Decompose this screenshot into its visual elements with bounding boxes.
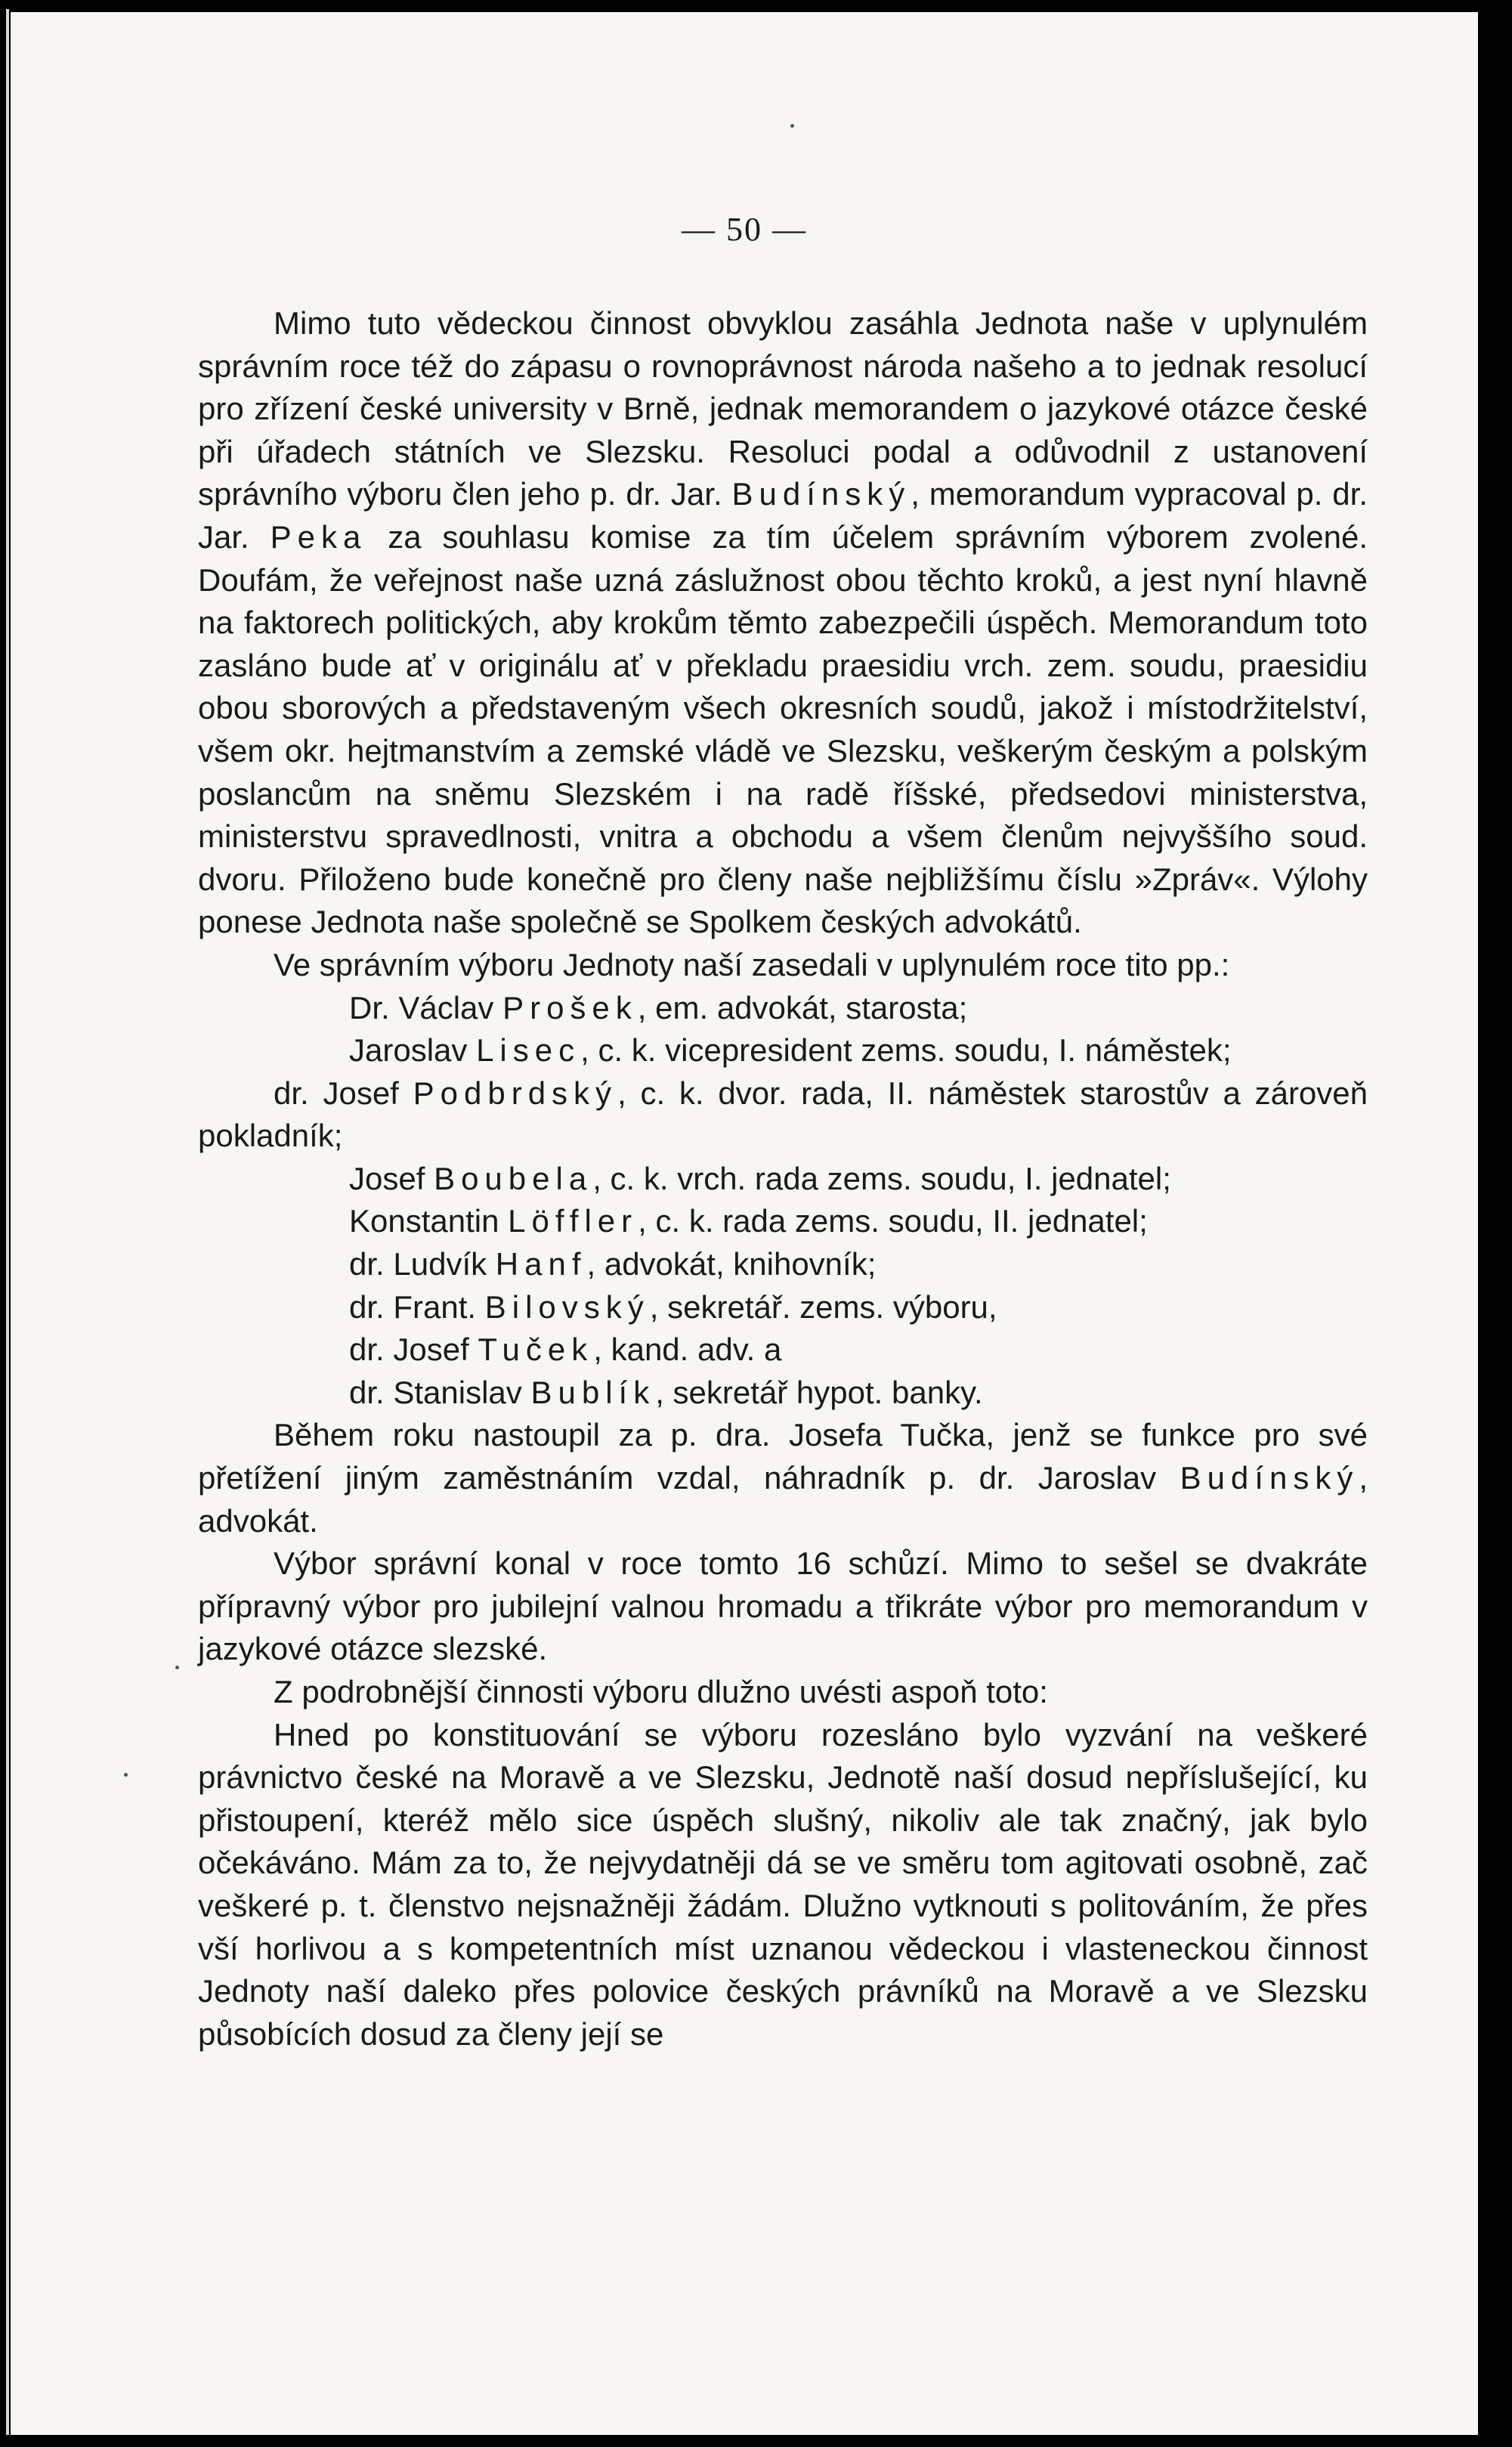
member-name: Löffler	[508, 1203, 639, 1239]
text-run: Z podrobnější činnosti výboru dlužno uvésti aspoň toto:	[274, 1674, 1048, 1709]
member-name: Hanf	[495, 1246, 587, 1282]
text-run: Výbor správní konal v roce tomto 16 schůzí. Mimo to sešel se dvakráte přípravný výbor pro jubilejní valnou hromadu a třikráte výbor pro memorandum v jazykové otázce slezské.	[198, 1545, 1368, 1667]
member-row	[198, 987, 1368, 1030]
spaced-name: Budínský	[731, 476, 911, 512]
member-prefix: Jaroslav	[349, 1032, 477, 1069]
member-prefix: dr. Stanislav	[349, 1374, 531, 1410]
member-name: Podbrdský	[413, 1075, 618, 1111]
member-prefix: dr. Josef	[349, 1332, 478, 1368]
spaced-name: Budínský	[1180, 1460, 1359, 1496]
paragraph-meetings	[198, 1542, 1368, 1671]
page-number: — 50 —	[682, 211, 807, 248]
book-page	[11, 12, 1478, 2435]
member-role: , c. k. dvor. rada, II. náměstek starostův a zároveň pokladník;	[198, 1075, 1368, 1154]
member-row	[198, 1029, 1368, 1072]
member-row	[198, 1329, 1368, 1372]
member-role: , em. advokát, starosta;	[637, 989, 968, 1026]
paragraph-activity-intro	[198, 1671, 1368, 1714]
member-prefix: dr. Frant.	[349, 1288, 485, 1325]
member-name: Lisec	[476, 1032, 581, 1069]
member-row	[198, 1072, 1368, 1158]
paragraph-memorandum	[198, 302, 1368, 944]
text-run: za souhlasu komise za tím účelem správním výborem zvolené. Doufám, že veřejnost naše uzná záslužnost obou těchto kroků, a jest nyní hlavně na faktorech politických, aby krokům těmto zabezpečili úspěch. Memorandum toto zasláno bude ať v originálu ať v překladu praesidiu vrch. zem. soudu, praesidiu obou sborových a představeným všech okresních soudů, jakož i místodržitelství, všem okr. hejtmanstvím a zemské vládě ve Slezsku, veškerým českým a polským poslancům na sněmu Slezském i na radě říšské, předsedovi ministerstva, ministerstvu spravedlnosti, vnitra a obchodu a všem členům nejvyššího soud. dvoru. Přiloženo bude konečně pro členy naše nejbližšímu číslu »Zpráv«. Výlohy ponese Jednota naše společně se Spolkem českých advokátů.	[198, 518, 1368, 940]
member-row	[198, 1200, 1368, 1243]
spaced-name: Peka	[270, 518, 367, 555]
member-prefix: dr. Josef	[274, 1075, 413, 1111]
member-role: , sekretář. zems. výboru,	[649, 1288, 997, 1325]
speck	[175, 1666, 179, 1669]
paragraph-membership	[198, 1714, 1368, 2056]
member-name: Bublík	[530, 1374, 656, 1410]
member-prefix: dr. Ludvík	[349, 1246, 496, 1282]
member-role: , c. k. rada zems. soudu, II. jednatel;	[638, 1203, 1148, 1239]
member-row	[198, 1243, 1368, 1286]
member-prefix: Josef	[349, 1160, 434, 1196]
speck	[124, 1773, 128, 1777]
member-prefix: Dr. Václav	[349, 989, 503, 1026]
page-left-edge	[6, 9, 9, 2435]
member-name: Boubela	[434, 1160, 593, 1196]
member-role: , sekretář hypot. banky.	[655, 1374, 983, 1410]
member-role: , c. k. vicepresident zems. soudu, I. náměstek;	[580, 1032, 1232, 1069]
member-row	[198, 1372, 1368, 1415]
member-row	[198, 1158, 1368, 1201]
member-name: Bilovský	[484, 1288, 650, 1325]
paragraph-replacement	[198, 1414, 1368, 1542]
member-role: , kand. adv. a	[593, 1332, 782, 1368]
text-run: , advokát.	[198, 1460, 1368, 1539]
member-row	[198, 1286, 1368, 1329]
text-run: , memorandum vypracoval p. dr. Jar.	[198, 476, 1368, 555]
text-run: Během roku nastoupil za p. dra. Josefa Tučka, jenž se funkce pro své přetížení jiným zaměstnáním vzdal, náhradník p. dr. Jaroslav	[198, 1417, 1368, 1496]
member-role: , c. k. vrch. rada zems. soudu, I. jednatel;	[592, 1160, 1171, 1196]
scan-border	[1478, 0, 1512, 2447]
paragraph-committee-intro	[198, 944, 1368, 987]
text-run: Mimo tuto vědeckou činnost obvyklou zasáhla Jednota naše v uplynulém správním roce též do zápasu o rovnoprávnost národa našeho a to jednak resolucí pro zřízení české university v Brně, jednak memorandem o jazykové otázce české při úřadech státních ve Slezsku. Resoluci podal a odůvodnil z ustanovení správního výboru člen jeho p. dr. Jar.	[198, 305, 1368, 512]
member-name: Prošek	[502, 989, 638, 1026]
member-role: , advokát, knihovník;	[586, 1246, 877, 1282]
member-prefix: Konstantin	[349, 1203, 509, 1239]
text-run: Ve správním výboru Jednoty naší zasedali v uplynulém roce tito pp.:	[274, 946, 1230, 982]
member-name: Tuček	[478, 1332, 594, 1368]
page-text	[198, 302, 1368, 2056]
text-run: Hned po konstituování se výboru rozesláno bylo vyzvání na veškeré právnictvo české na Moravě a ve Slezsku, Jednotě naší dosud nepříslušející, ku přistoupení, kteréž mělo sice úspěch slušný, nikoliv ale tak značný, jak bylo očekáváno. Mám za to, že nejvydatněji dá se ve směru tom agitovati osobně, zač veškeré p. t. členstvo nejsnažněji žádám. Dlužno vytknouti s politováním, že přes vší horlivou a s kompetentních míst uznanou vědeckou i vlasteneckou činnost Jednoty naší daleko přes polovice českých právníků na Moravě a ve Slezsku působících dosud za členy její se	[198, 1716, 1368, 2052]
speck	[790, 124, 794, 128]
